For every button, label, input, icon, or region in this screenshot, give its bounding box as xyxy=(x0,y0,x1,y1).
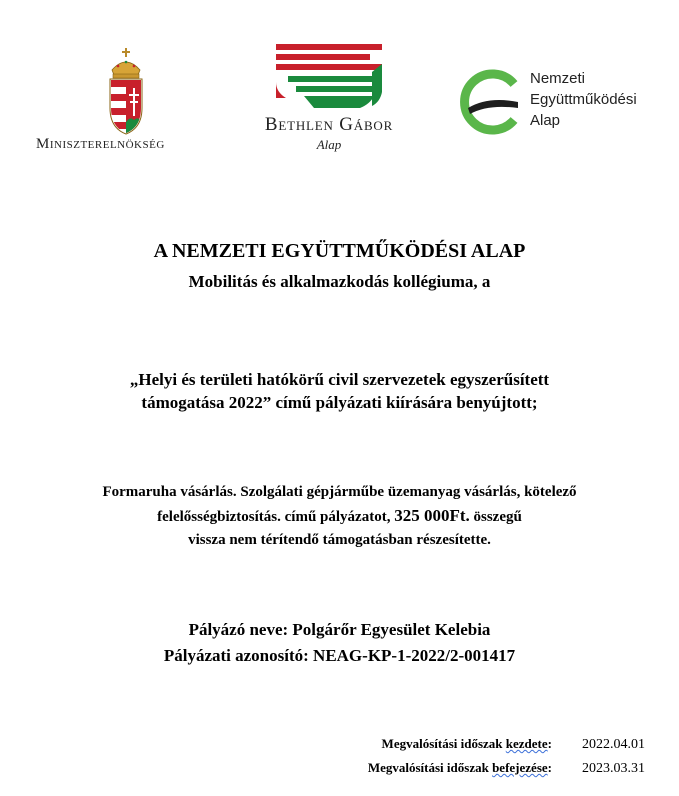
bethlen-gabor-text: Bethlen Gábor xyxy=(264,114,394,135)
applicant-info xyxy=(0,617,679,669)
period-end-label-b: befejezése xyxy=(492,760,548,775)
description-line-2 xyxy=(0,504,679,529)
ministry-logo-text: Miniszterelnökség xyxy=(36,136,165,152)
hungarian-coat-of-arms-icon xyxy=(36,48,226,138)
period-end-label-c: : xyxy=(547,760,552,775)
period-end-value: 2023.03.31 xyxy=(582,761,645,776)
nea-logo-text xyxy=(530,68,637,131)
description-line-3: vissza nem térítendő támogatásban részesítette. xyxy=(188,532,491,548)
document-subtitle: Mobilitás és alkalmazkodás kollégiuma, a xyxy=(188,272,491,291)
nea-logo xyxy=(458,62,668,142)
grant-amount: 325 000Ft. xyxy=(394,506,470,525)
period-end xyxy=(368,760,645,777)
bethlen-gabor-logo xyxy=(214,40,444,156)
period-start xyxy=(382,736,645,753)
nea-text-line-3: Alap xyxy=(530,112,561,129)
logo-row xyxy=(0,40,679,160)
call-title-line-2: támogatása 2022” című pályázati kiírására benyújtott; xyxy=(141,393,538,412)
period-start-value: 2022.04.01 xyxy=(582,737,645,752)
call-title xyxy=(0,368,679,414)
bethlen-gabor-subtext: Alap xyxy=(316,137,342,152)
nea-text-line-1: Nemzeti xyxy=(530,70,586,87)
ministry-logo xyxy=(36,48,226,158)
applicant-name: Pályázó neve: Polgárőr Egyesület Kelebia xyxy=(188,620,491,639)
period-start-label-b: kezdete xyxy=(505,736,548,751)
bethlen-gabor-alap-emblem-icon xyxy=(214,40,444,112)
description-line-2-start: felelősségbiztosítás. című pályázatot, xyxy=(157,509,395,525)
period-start-label-c: : xyxy=(547,736,552,751)
call-title-line-1: „Helyi és területi hatókörű civil szervezetek egyszerűsített xyxy=(129,370,550,389)
period-end-label xyxy=(368,760,552,776)
description-line-2-end: összegű xyxy=(469,509,522,525)
period-end-label-a: Megvalósítási időszak xyxy=(367,760,493,775)
period-start-label-a: Megvalósítási időszak xyxy=(381,736,506,751)
nea-ring-icon xyxy=(458,62,524,142)
project-description xyxy=(0,481,679,552)
description-line-1: Formaruha vásárlás. Szolgálati gépjárműbe üzemanyag vásárlás, kötelező xyxy=(102,484,577,500)
nea-text-line-2: Együttműködési xyxy=(530,91,637,108)
application-id: Pályázati azonosító: NEAG-KP-1-2022/2-001417 xyxy=(163,646,516,665)
document-title: A NEMZETI EGYÜTTMŰKÖDÉSI ALAP xyxy=(153,240,526,262)
period-start-label xyxy=(382,736,552,752)
